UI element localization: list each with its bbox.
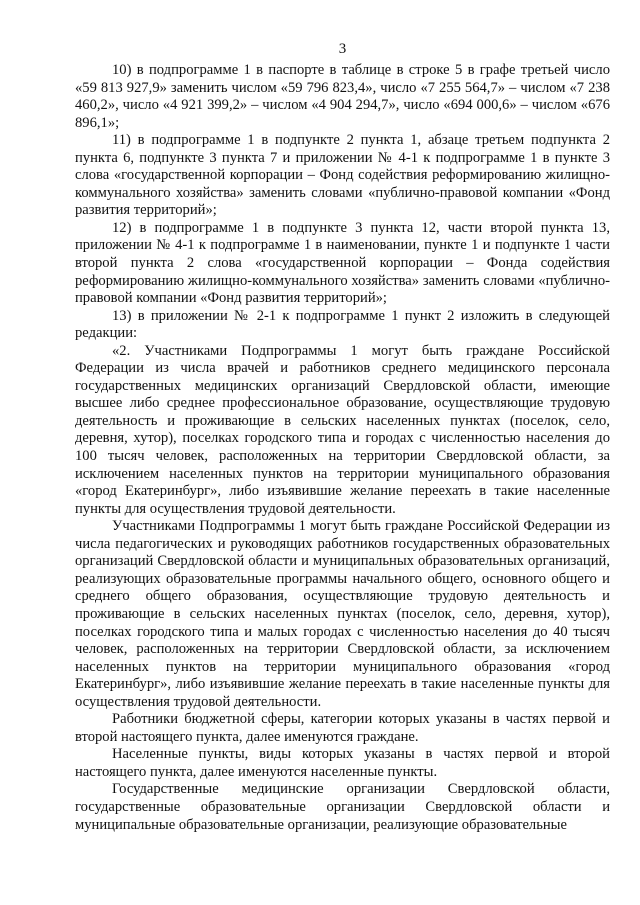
paragraph-new-wording-part-4: Населенные пункты, виды которых указаны в частях первой и второй настоящего пункта, далее именуются населенные пункты. [75, 746, 610, 780]
paragraph-item-13: 13) в приложении № 2-1 к подпрограмме 1 пункт 2 изложить в следующей редакции: [75, 307, 610, 342]
paragraph-item-12: 12) в подпрограмме 1 в подпункте 3 пункта 12, части второй пункта 13, приложении № 4-1 к подпрограмме 1 в наименовании, пункте 1 и подпункте 1 части второй пункта 2 слова «государственной корпорации – Фонда содействия реформированию жилищно-коммунального хозяйства» заменить словами «публично-правовой компании «Фонд развития территорий»; [75, 219, 610, 307]
paragraph-new-wording-part-1: «2. Участниками Подпрограммы 1 могут быть граждане Российской Федерации из числа врачей и работников среднего медицинского персонала государственных медицинских организаций Свердловской области, имеющие высшее либо среднее профессиональное образование, осуществляющие трудовую деятельность и проживающие в сельских населенных пунктах (поселок, село, деревня, хутор), поселках городского типа и городах с численностью населения до 100 тысяч человек, расположенных на территории Свердловской области, за исключением населенных пунктов на территории муниципального образования «город Екатеринбург», либо изъявившие желание переехать в такие населенные пункты для осуществления трудовой деятельности. [75, 342, 610, 517]
paragraph-new-wording-part-2: Участниками Подпрограммы 1 могут быть граждане Российской Федерации из числа педагогических и руководящих работников государственных образовательных организаций Свердловской области и муниципальных образовательных организаций, реализующих образовательные программы начального общего, основного общего и среднего общего образования, осуществляющие трудовую деятельность и проживающие в сельских населенных пунктах (поселок, село, деревня, хутор), поселках городского типа и малых городах с численностью населения до 40 тысяч человек, расположенных на территории Свердловской области, за исключением населенных пунктов на территории муниципального образования «город Екатеринбург», либо изъявившие желание переехать в такие населенные пункты для осуществления трудовой деятельности. [75, 518, 610, 710]
page-number: 3 [338, 41, 347, 57]
paragraph-new-wording-part-5: Государственные медицинские организации Свердловской области, государственные образовательные организации Свердловской области и муниципальные образовательные организации, реализующие образовательные [75, 781, 610, 833]
paragraph-new-wording-part-3: Работники бюджетной сферы, категории которых указаны в частях первой и второй настоящего пункта, далее именуются граждане. [75, 711, 610, 745]
paragraph-item-10: 10) в подпрограмме 1 в паспорте в таблице в строке 5 в графе третьей число «59 813 927,9» заменить числом «59 796 823,4», число «7 255 564,7» – числом «7 238 460,2», число «4 921 399,2» – числом «4 904 294,7», число «694 000,6» – числом «676 896,1»; [75, 62, 610, 131]
document-body [75, 62, 610, 834]
paragraph-item-11: 11) в подпрограмме 1 в подпункте 2 пункта 1, абзаце третьем подпункта 2 пункта 6, подпункте 3 пункта 7 и приложении № 4-1 к подпрограмме 1 в пункте 3 слова «государственной корпорации – Фонд содействия реформированию жилищно-коммунального хозяйства» заменить словами «публично-правовой компании «Фонд развития территорий»; [75, 132, 610, 219]
